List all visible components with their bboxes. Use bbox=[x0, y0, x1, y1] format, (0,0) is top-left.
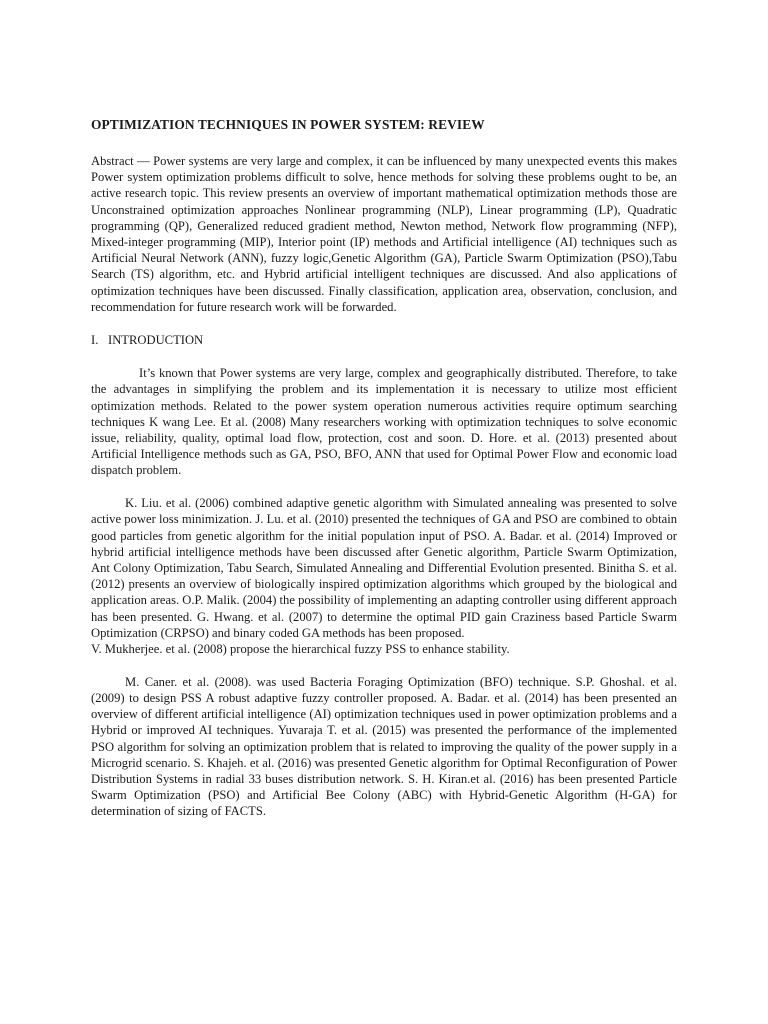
section-number: I. bbox=[91, 333, 99, 348]
section-title: INTRODUCTION bbox=[108, 333, 204, 348]
intro-paragraph-4: M. Caner. et al. (2008). was used Bacteria Foraging Optimization (BFO) technique. S.P. Ghoshal. et al. (2009) to design PSS A robust adaptive fuzzy controller proposed. A. Badar. et al. (2014) has been presented an overview of different artificial intelligence (AI) optimization techniques used in power optimization problems and a Hybrid or improved AI techniques. Yuvaraja T. et al. (2015) was presented the performance of the implemented PSO algorithm for solving an optimization problem that is related to improving the quality of the power supply in a Microgrid scenario. S. Khajeh. et al. (2016) was presented Genetic algorithm for Optimal Reconfiguration of Power Distribution Systems in radial 33 buses distribution network. S. H. Kiran.et al. (2016) has been presented Particle Swarm Optimization (PSO) and Artificial Bee Colony (ABC) with Hybrid-Genetic Algorithm (H-GA) for determination of sizing of FACTS. bbox=[91, 674, 677, 819]
abstract-paragraph: Abstract — Power systems are very large and complex, it can be influenced by many unexpected events this makes Power system optimization problems difficult to solve, hence methods for solving these problems ought to be, an active research topic. This review presents an overview of important mathematical optimization methods those are Unconstrained optimization approaches Nonlinear programming (NLP), Linear programming (LP), Quadratic programming (QP), Generalized reduced gradient method, Newton method, Network flow programming (NFP), Mixed-integer programming (MIP), Interior point (IP) methods and Artificial intelligence (AI) techniques such as Artificial Neural Network (ANN), fuzzy logic,Genetic Algorithm (GA), Particle Swarm Optimization (PSO),Tabu Search (TS) algorithm, etc. and Hybrid artificial intelligent techniques are discussed. And also applications of optimization techniques have been discussed. Finally classification, application area, observation, conclusion, and recommendation for future research work will be forwarded. bbox=[91, 154, 677, 314]
document-page bbox=[91, 116, 677, 820]
intro-paragraph-3: V. Mukherjee. et al. (2008) propose the hierarchical fuzzy PSS to enhance stability. bbox=[91, 641, 510, 656]
document-title: OPTIMIZATION TECHNIQUES IN POWER SYSTEM: REVIEW bbox=[91, 117, 485, 132]
section-heading-introduction bbox=[91, 332, 677, 348]
intro-paragraph-2: K. Liu. et al. (2006) combined adaptive genetic algorithm with Simulated annealing was presented to solve active power loss minimization. J. Lu. et al. (2010) presented the techniques of GA and PSO are combined to obtain good particles from genetic algorithm for the initial population input of PSO. A. Badar. et al. (2014) Improved or hybrid artificial intelligence methods have been discussed after Genetic algorithm, Particle Swarm Optimization, Ant Colony Optimization, Tabu Search, Simulated Annealing and Differential Evolution presented. Binitha S. et al. (2012) presents an overview of biologically inspired optimization algorithms which grouped by the biological and application areas. O.P. Malik. (2004) the possibility of implementing an adapting controller using different approach has been presented. G. Hwang. et al. (2007) to determine the optimal PID gain Craziness based Particle Swarm Optimization (CRPSO) and binary coded GA methods has been proposed. bbox=[91, 496, 677, 640]
intro-paragraph-1: It’s known that Power systems are very large, complex and geographically distributed. Therefore, to take the advantages in simplifying the problem and its implementation it is necessary to utilize most efficient optimization methods. Related to the power system operation numerous activities require optimum searching techniques K wang Lee. Et al. (2008) Many researchers working with optimization techniques to solve economic issue, reliability, quality, optimal load flow, protection, cost and soon. D. Hore. et al. (2013) presented about Artificial Intelligence methods such as GA, PSO, BFO, ANN that used for Optimal Power Flow and economic load dispatch problem. bbox=[91, 366, 677, 478]
